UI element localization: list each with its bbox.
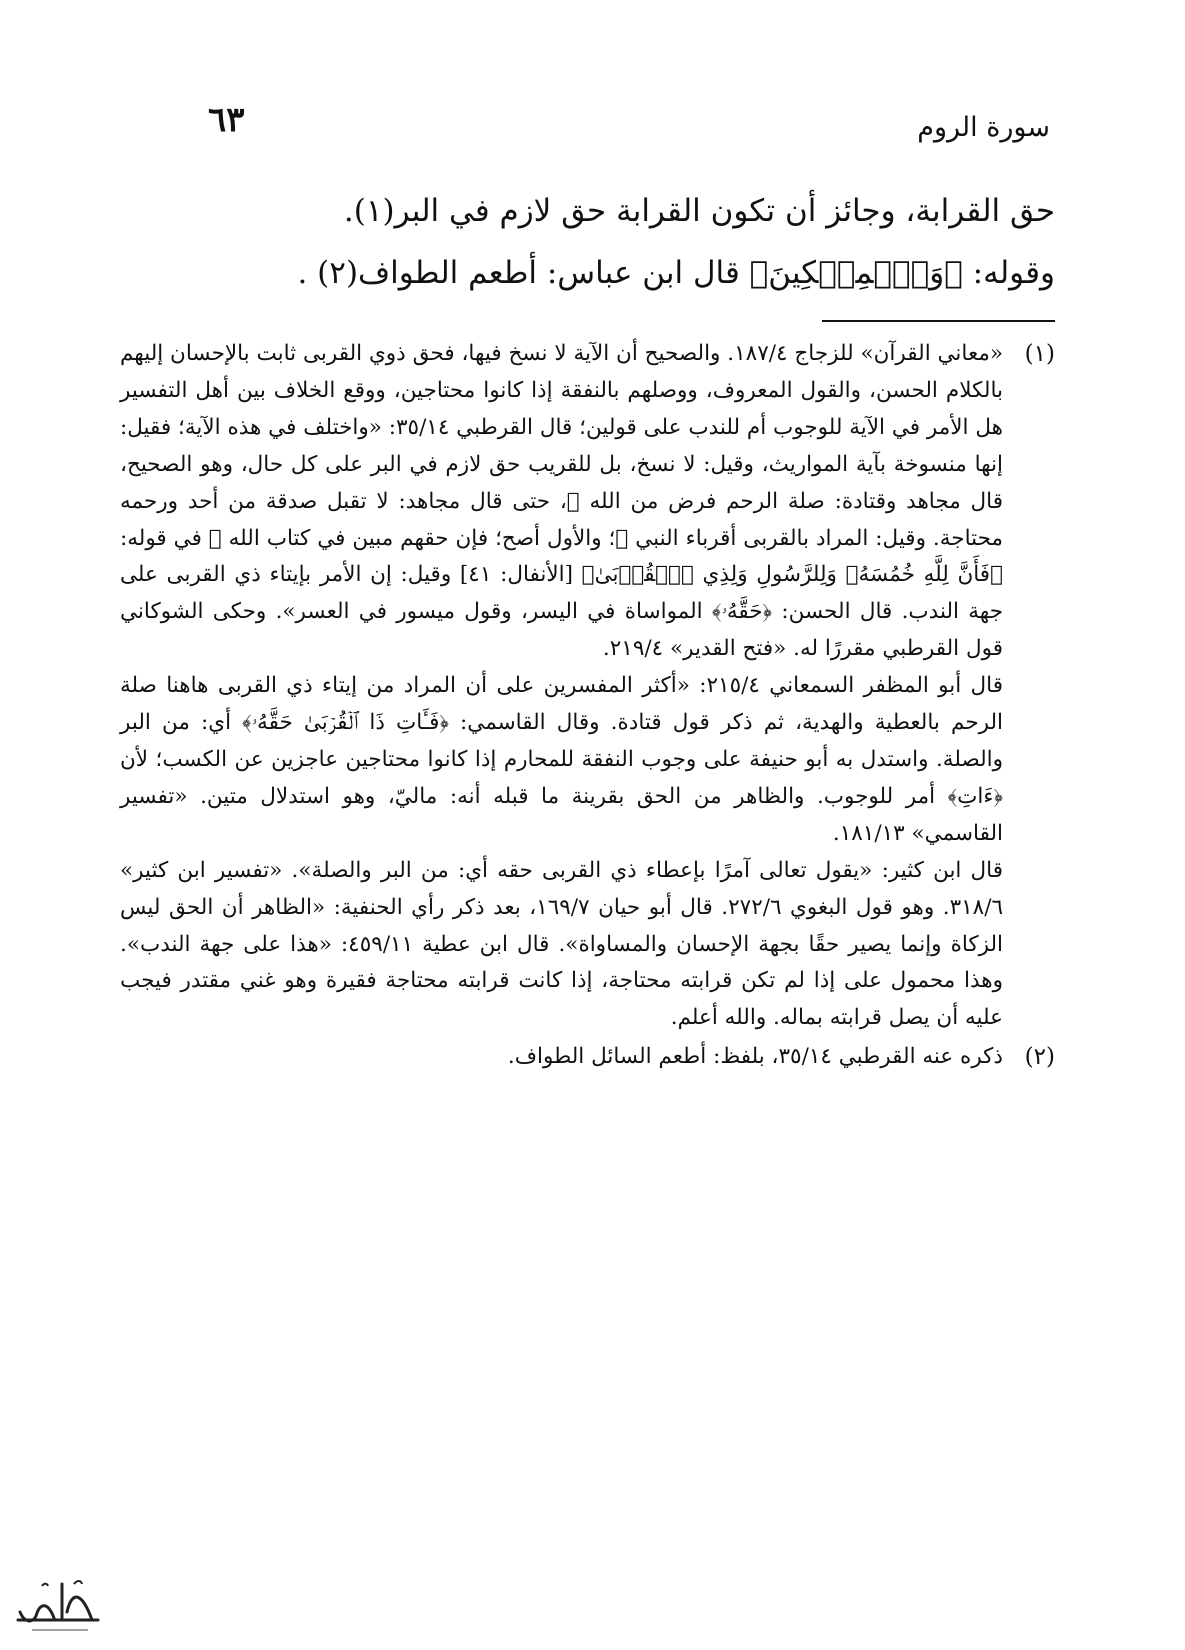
footnote-2 — [120, 1039, 1055, 1076]
footnote-number: (٢) — [1024, 1044, 1055, 1071]
surah-title: سورة الروم — [917, 112, 1050, 143]
footnote-paragraph: «معاني القرآن» للزجاج ١٨٧/٤. والصحيح أن الآية لا نسخ فيها، فحق ذوي القربى ثابت بالإحسان إليهم بالكلام الحسن، والقول المعروف، ووصلهم بالنفقة إذا كانوا محتاجين، ووقع الخلاف بين أهل التفسير هل الأمر في الآية للوجوب أم للندب على قولين؛ قال القرطبي ٣٥/١٤: «واختلف في هذه الآية؛ فقيل: إنها منسوخة بآية المواريث، وقيل: لا نسخ، بل للقريب حق لازم في البر على كل حال، وهو الصحيح، قال مجاهد وقتادة: صلة الرحم فرض من الله ﷻ، حتى قال مجاهد: لا تقبل صدقة من أحد ورحمه محتاجة. وقيل: المراد بالقربى أقرباء النبي ﷺ؛ والأول أصح؛ فإن حقهم مبين في كتاب الله ﷻ في قوله: ﴿فَأَنَّ لِلَّهِ خُمُسَهُۥ وَلِلرَّسُولِ وَلِذِي ٱلۡقُرۡبَىٰ﴾ [الأنفال: ٤١] وقيل: إن الأمر بإيتاء ذي القربى على جهة الندب. قال الحسن: ﴿حَقَّهُۥ﴾ المواساة في اليسر، وقول ميسور في العسر». وحكى الشوكاني قول القرطبي مقررًا له. «فتح القدير» ٢١٩/٤. — [119, 341, 1003, 662]
page-number: ٦٣ — [208, 100, 245, 140]
main-text-line: وقوله: ﴿وَٱلۡمِسۡكِينَ﴾ قال ابن عباس: أطعم الطواف(٢) . — [297, 255, 1055, 291]
main-text-line: حق القرابة، وجائز أن تكون القرابة حق لازم في البر(١). — [343, 193, 1055, 229]
footnote-divider — [822, 320, 1055, 322]
footnote-number: (١) — [1024, 341, 1055, 367]
page-header — [190, 100, 1050, 150]
footnote-paragraph: قال أبو المظفر السمعاني ٢١٥/٤: «أكثر المفسرين على أن المراد من إيتاء ذي القربى هاهنا صلة الرحم بالعطية والهدية، ثم ذكر قول قتادة. وقال القاسمي: ﴿فَـَٔاتِ ذَا ٱلۡقُرۡبَىٰ حَقَّهُۥ﴾ أي: من البر والصلة. واستدل به أبو حنيفة على وجوب النفقة للمحارم إذا كانوا محتاجين عاجزين عن الكسب؛ لأن ﴿ءَاتِ﴾ أمر للوجوب. والظاهر من الحق بقرينة ما قبله أنه: ماليّ، وهو استدلال متين. «تفسير القاسمي» ١٨١/١٣. — [120, 673, 1004, 846]
footnote-1 — [120, 336, 1055, 1037]
publisher-logo — [12, 1572, 104, 1636]
footnote-paragraph: قال ابن كثير: «يقول تعالى آمرًا بإعطاء ذي القربى حقه أي: من البر والصلة». «تفسير ابن كثير» ٣١٨/٦. وهو قول البغوي ٢٧٢/٦. قال أبو حيان ١٦٩/٧، بعد ذكر رأي الحنفية: «الظاهر أن الحق ليس الزكاة وإنما يصير حقًا بجهة الإحسان والمساواة». قال ابن عطية ٤٥٩/١١: «هذا على جهة الندب». وهذا محمول على إذا لم تكن قرابته محتاجة، إذا كانت قرابته محتاجة فقيرة وهو غني مقتدر فيجب عليه أن يصل قرابته بماله. والله أعلم. — [120, 857, 1004, 1031]
footnote-paragraph: ذكره عنه القرطبي ٣٥/١٤، بلفظ: أطعم السائل الطواف. — [507, 1044, 1003, 1070]
main-text — [205, 180, 1055, 304]
footnotes — [120, 336, 1055, 1076]
